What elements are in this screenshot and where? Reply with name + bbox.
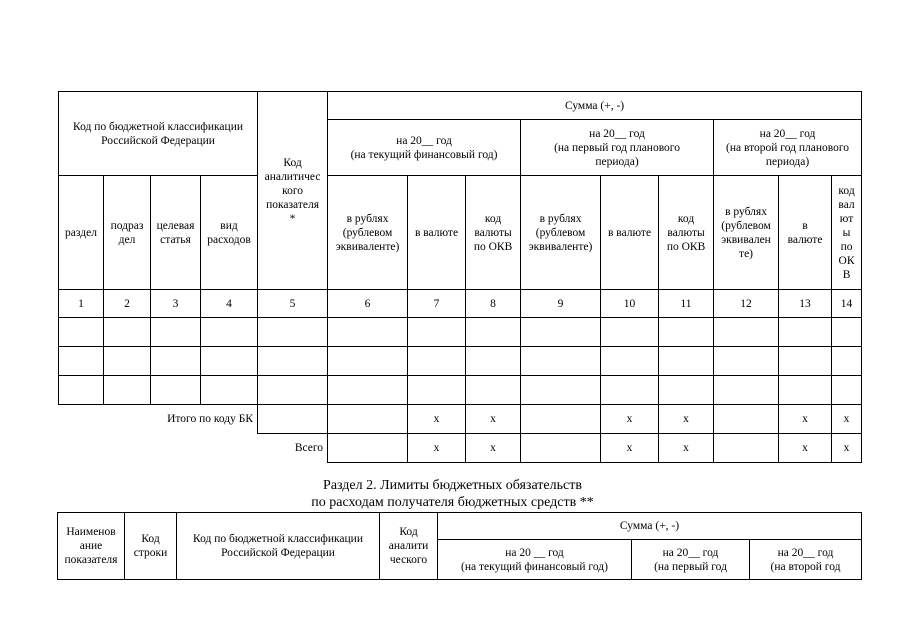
- column-number: 11: [659, 290, 714, 318]
- itogo-label: Итого по коду БК: [167, 413, 254, 426]
- table-cell[interactable]: [466, 318, 521, 347]
- table-cell[interactable]: [104, 318, 151, 347]
- table-cell[interactable]: [151, 376, 201, 405]
- table-cell[interactable]: [328, 405, 408, 434]
- table-cell[interactable]: [521, 376, 601, 405]
- table-cell[interactable]: [714, 347, 779, 376]
- table-cell[interactable]: [521, 405, 601, 434]
- table-cell[interactable]: [151, 318, 201, 347]
- rub-header-3: в рублях (рублевом эквивален те): [714, 176, 779, 290]
- table-cell[interactable]: [779, 318, 832, 347]
- x-mark: х: [659, 405, 714, 434]
- column-number: 1: [59, 290, 104, 318]
- row-code-header: Код строки: [125, 513, 177, 580]
- table-cell[interactable]: [59, 376, 104, 405]
- x-mark: х: [408, 405, 466, 434]
- table-cell[interactable]: [328, 376, 408, 405]
- table-cell[interactable]: [832, 376, 862, 405]
- target-article-header: целевая статья: [151, 176, 201, 290]
- table-cell[interactable]: [328, 347, 408, 376]
- sum-header: Сумма (+, -): [328, 92, 862, 120]
- table-cell[interactable]: [521, 347, 601, 376]
- podrazdel-header: подраз дел: [104, 176, 151, 290]
- table-cell[interactable]: [258, 318, 328, 347]
- x-mark: х: [408, 434, 466, 463]
- first-plan-year-header: на 20__ год (на первый год: [632, 540, 750, 580]
- table-cell[interactable]: [258, 405, 328, 434]
- sum-header: Сумма (+, -): [438, 513, 862, 540]
- rub-header-2: в рублях (рублевом эквиваленте): [521, 176, 601, 290]
- table-cell[interactable]: [59, 318, 104, 347]
- limits-table: [57, 512, 862, 580]
- table-cell[interactable]: [59, 347, 104, 376]
- okv-header-2: код валюты по ОКВ: [659, 176, 714, 290]
- column-number: 10: [601, 290, 659, 318]
- first-plan-year-header: на 20__ год (на первый год планового периода): [521, 120, 714, 176]
- table-cell[interactable]: [601, 347, 659, 376]
- second-plan-year-header: на 20__ год (на второй год планового периода): [714, 120, 862, 176]
- analytic-code-header: Код аналити ческого: [380, 513, 438, 580]
- table-cell[interactable]: [466, 376, 521, 405]
- column-number: 3: [151, 290, 201, 318]
- kbk-group-header: Код по бюджетной классификации Российской Федерации: [59, 92, 258, 176]
- table-cell[interactable]: [258, 376, 328, 405]
- vsego-row: [59, 434, 862, 463]
- table-cell[interactable]: [466, 347, 521, 376]
- table-cell[interactable]: [104, 376, 151, 405]
- x-mark: х: [832, 434, 862, 463]
- table-row: [59, 376, 862, 405]
- currency-header-3: в валюте: [779, 176, 832, 290]
- current-year-header: на 20 __ год (на текущий финансовый год): [438, 540, 632, 580]
- section-2-title: Раздел 2. Лимиты бюджетных обязательств: [323, 478, 582, 493]
- table-cell[interactable]: [832, 347, 862, 376]
- x-mark: х: [659, 434, 714, 463]
- column-number: 12: [714, 290, 779, 318]
- table-cell[interactable]: [328, 318, 408, 347]
- x-mark: х: [601, 405, 659, 434]
- table-cell[interactable]: [408, 347, 466, 376]
- column-number: 2: [104, 290, 151, 318]
- expense-type-header: вид расходов: [201, 176, 258, 290]
- table-cell[interactable]: [714, 376, 779, 405]
- column-number: 4: [201, 290, 258, 318]
- table-cell[interactable]: [714, 318, 779, 347]
- x-mark: х: [466, 405, 521, 434]
- table-cell[interactable]: [601, 318, 659, 347]
- currency-header-1: в валюте: [408, 176, 466, 290]
- table-cell[interactable]: [659, 318, 714, 347]
- table-cell[interactable]: [258, 347, 328, 376]
- x-mark: х: [779, 405, 832, 434]
- table-cell[interactable]: [659, 347, 714, 376]
- table-cell[interactable]: [328, 434, 408, 463]
- table-cell[interactable]: [201, 347, 258, 376]
- column-number: 7: [408, 290, 466, 318]
- rub-header-1: в рублях (рублевом эквиваленте): [328, 176, 408, 290]
- x-mark: х: [601, 434, 659, 463]
- okv-header-1: код валюты по ОКВ: [466, 176, 521, 290]
- x-mark: х: [779, 434, 832, 463]
- column-number: 6: [328, 290, 408, 318]
- table-cell[interactable]: [408, 318, 466, 347]
- column-number: 9: [521, 290, 601, 318]
- section-2-subtitle: по расходам получателя бюджетных средств **: [311, 495, 594, 510]
- second-plan-year-header: на 20__ год (на второй год: [750, 540, 862, 580]
- table-cell[interactable]: [659, 376, 714, 405]
- table-cell[interactable]: [779, 376, 832, 405]
- column-number: 5: [258, 290, 328, 318]
- table-cell[interactable]: [601, 376, 659, 405]
- table-cell[interactable]: [521, 318, 601, 347]
- razdel-header: раздел: [59, 176, 104, 290]
- x-mark: х: [466, 434, 521, 463]
- currency-header-2: в валюте: [601, 176, 659, 290]
- table-row: [59, 347, 862, 376]
- x-mark: х: [832, 405, 862, 434]
- vsego-label: Всего: [294, 442, 324, 455]
- table-cell[interactable]: [408, 376, 466, 405]
- table-row: [59, 318, 862, 347]
- current-year-header: на 20__ год (на текущий финансовый год): [328, 120, 521, 176]
- budget-changes-table: [58, 91, 862, 463]
- itogo-row: [59, 405, 862, 434]
- column-number: 14: [832, 290, 862, 318]
- table-cell[interactable]: [521, 434, 601, 463]
- indicator-name-header: Наименов ание показателя: [58, 513, 125, 580]
- table-cell[interactable]: [201, 318, 258, 347]
- table-cell[interactable]: [151, 347, 201, 376]
- table-cell[interactable]: [714, 405, 779, 434]
- analytic-code-header: Код аналитичес кого показателя *: [258, 92, 328, 290]
- column-number: 13: [779, 290, 832, 318]
- table-cell[interactable]: [201, 376, 258, 405]
- table-cell[interactable]: [832, 318, 862, 347]
- okv-header-3: код вал ют ы по ОК В: [832, 176, 862, 290]
- kbk-header: Код по бюджетной классификации Российской Федерации: [177, 513, 380, 580]
- table-cell[interactable]: [779, 347, 832, 376]
- table-cell[interactable]: [104, 347, 151, 376]
- column-numbers-row: [59, 290, 862, 318]
- table-cell[interactable]: [714, 434, 779, 463]
- column-number: 8: [466, 290, 521, 318]
